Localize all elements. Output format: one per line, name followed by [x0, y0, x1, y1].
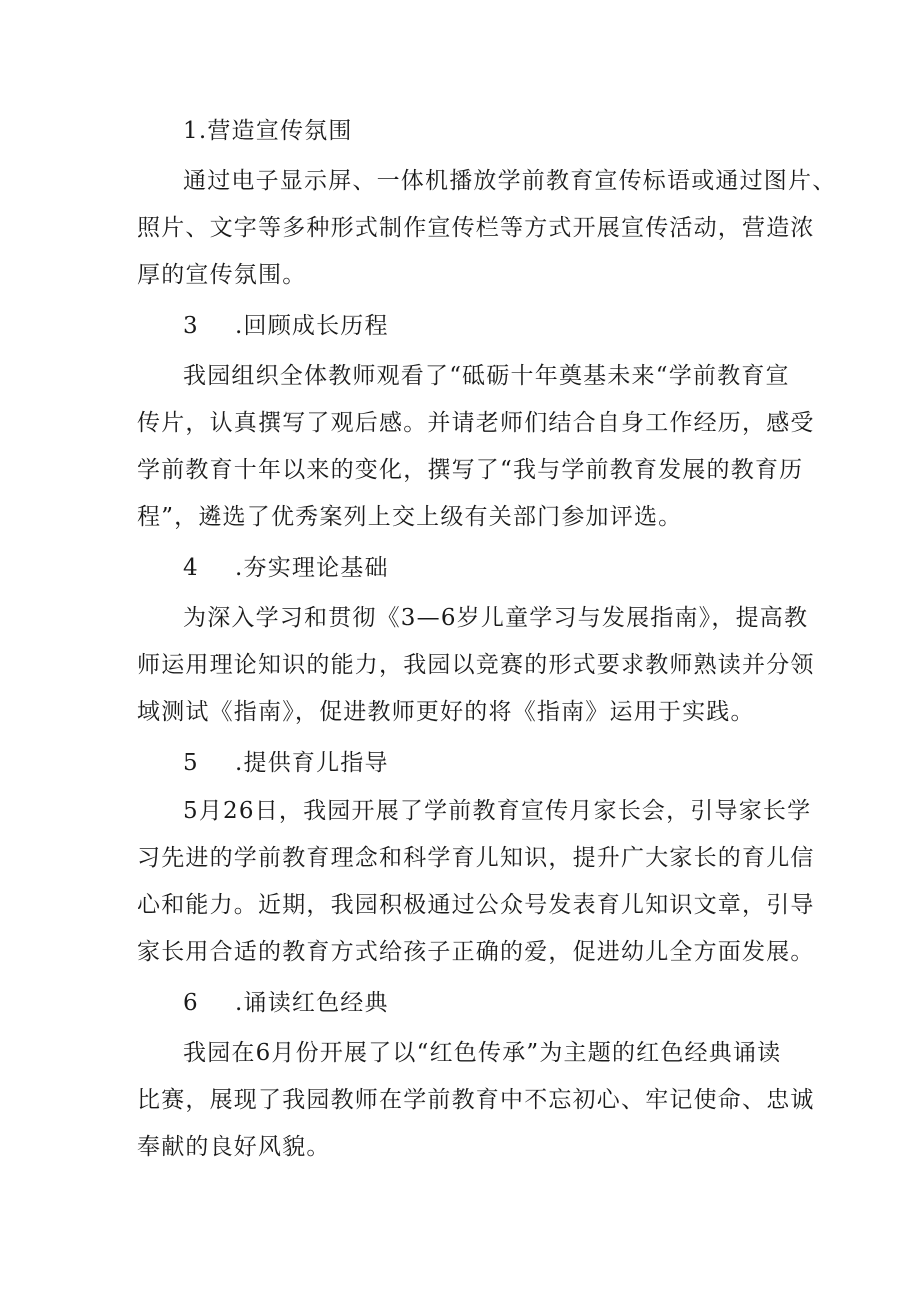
section-heading-1: 1.营造宣传氛围	[183, 118, 353, 144]
section-number: 4	[183, 555, 199, 581]
section-title: .夯实理论基础	[235, 555, 389, 581]
paragraph-line: 我园组织全体教师观看了“砥砺十年奠基未来“学前教育宣	[183, 363, 790, 389]
paragraph-line: 照片、文字等多种形式制作宣传栏等方式开展宣传活动，营造浓	[137, 215, 815, 241]
paragraph-line: 心和能力。近期，我园积极通过公众号发表育儿知识文章，引导	[137, 892, 815, 918]
section-title: .提供育儿指导	[235, 750, 389, 776]
paragraph-line: 我园在6月份开展了以“红色传承”为主题的红色经典诵读	[183, 1040, 782, 1066]
section-heading-3	[183, 311, 863, 341]
paragraph-line: 程”，遴选了优秀案列上交上级有关部门参加评选。	[137, 504, 683, 530]
section-heading-4	[183, 553, 863, 583]
section-number: 3	[183, 313, 199, 339]
section-number: 6	[183, 990, 199, 1016]
paragraph-line: 奉献的良好风貌。	[137, 1134, 331, 1160]
paragraph-line: 比赛，展现了我园教师在学前教育中不忘初心、牢记使命、忠诚	[137, 1087, 815, 1113]
paragraph-line: 学前教育十年以来的变化，撰写了“我与学前教育发展的教育历	[137, 457, 804, 483]
paragraph-line: 家长用合适的教育方式给孩子正确的爱，促进幼儿全方面发展。	[137, 939, 815, 965]
paragraph-line: 5月26日，我园开展了学前教育宣传月家长会，引导家长学	[183, 798, 812, 824]
paragraph-line: 域测试《指南》，促进教师更好的将《指南》运用于实践。	[137, 699, 755, 725]
section-title: .回顾成长历程	[235, 313, 389, 339]
paragraph-line: 师运用理论知识的能力，我园以竞赛的形式要求教师熟读并分领	[137, 652, 815, 678]
paragraph-line: 习先进的学前教育理念和科学育儿知识，提升广大家长的育儿信	[137, 845, 815, 871]
section-heading-6	[183, 988, 863, 1018]
section-heading-5	[183, 748, 863, 778]
section-number: 5	[183, 750, 199, 776]
paragraph-line: 通过电子显示屏、一体机播放学前教育宣传标语或通过图片、	[183, 168, 837, 194]
paragraph-line: 厚的宣传氛围。	[137, 262, 307, 288]
paragraph-line: 为深入学习和贯彻《3—6岁儿童学习与发展指南》，提高教	[183, 605, 809, 631]
paragraph-line: 传片，认真撰写了观后感。并请老师们结合自身工作经历，感受	[137, 410, 815, 436]
section-title: .诵读红色经典	[235, 990, 389, 1016]
